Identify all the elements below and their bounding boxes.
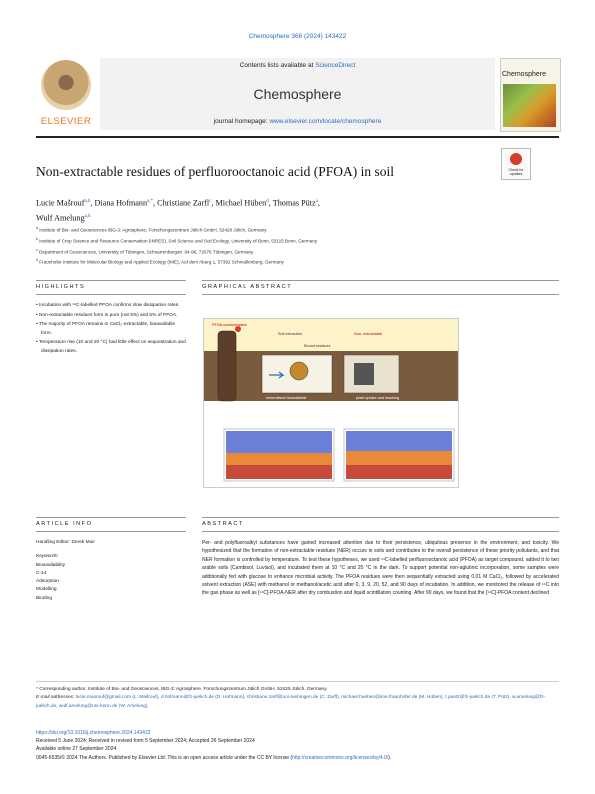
contents-prefix: Contents lists available at	[239, 62, 316, 69]
crossmark-label: Check for updates	[508, 168, 524, 176]
email-prefix: E-mail addresses:	[36, 695, 76, 701]
available-online: Available online 27 September 2024	[36, 746, 117, 753]
crossmark-icon	[510, 153, 522, 165]
ga-chart-right-band-3	[346, 465, 452, 479]
contents-line	[100, 62, 495, 69]
keyword-item[interactable]: Bioavailability	[36, 562, 66, 568]
graphical-abstract-figure[interactable]	[203, 318, 459, 488]
journal-citation[interactable]: Chemosphere 366 (2024) 143422	[248, 33, 347, 40]
graphical-abstract-rule	[202, 280, 559, 281]
article-info-rule	[36, 517, 186, 518]
corresponding-author-note: * Corresponding author. Institute of Bio- and Geosciences, IBG-3: Agrosphere, Forschungszentrum Jülich GmbH, 52425 Jülich, Germany.	[36, 687, 328, 692]
keywords-heading: Keywords:	[36, 554, 59, 560]
doi-link[interactable]: https://doi.org/10.1016/j.chemosphere.2024.143422	[36, 730, 151, 736]
cover-image	[503, 84, 556, 127]
homepage-prefix: journal homepage:	[213, 118, 270, 125]
highlights-subrule	[36, 294, 186, 295]
author-name[interactable]: Christiane Zarfl	[157, 198, 210, 208]
author-name[interactable]: Michael Hüben	[215, 198, 267, 208]
affiliation-marker: c	[36, 247, 38, 252]
keyword-item[interactable]: C-14	[36, 570, 47, 576]
license-suffix: ).	[388, 754, 392, 761]
abstract-rule	[202, 517, 559, 518]
ga-label-pfoa: PFOA contamination	[212, 323, 247, 327]
ga-chart-left-band-2	[226, 453, 332, 465]
affiliation-marker: b	[36, 236, 38, 241]
crossmark-button[interactable]	[501, 148, 531, 180]
author-affiliation-marker[interactable]: c	[209, 199, 212, 204]
article-title: Non-extractable residues of perfluorooctanoic acid (PFOA) in soil	[36, 164, 395, 179]
highlight-text: The majority of PFOA remains in CaCl₂-extractable, bioavailable form.	[38, 322, 176, 336]
highlight-text: Incubation with ¹⁴C-labelled PFOA confirms slow dissipation rates.	[39, 303, 180, 308]
author-name[interactable]: Wulf Amelung	[36, 213, 85, 223]
ga-label-plant: plant uptake and leaching	[356, 396, 400, 400]
affiliation-text: Institute of Bio- and Geosciences IBG-3: Agrosphere, Forschungszentrum Jülich GmbH, 52428 Jülich, Germany	[39, 227, 267, 233]
affiliation-item	[36, 235, 556, 246]
affiliation-text: Institute of Crop Science and Resource Conservation (INRES), Soil Science and Soil Ecology, University of Bonn, 53115 Bonn, Germany	[39, 238, 318, 244]
author-affiliation-marker[interactable]: a,b	[84, 213, 91, 219]
elsevier-tree-logo	[41, 60, 91, 110]
ga-label-bound: Bound residues	[304, 344, 331, 348]
ga-chart-left-band-1	[226, 431, 332, 453]
author-list: Lucie Mašrouf$^{a,b}$, Diana Hofmann$^{a,*}$, Christiane Zarfl$^c$, Michael Hüben$^d$, Thomas Pütz$^a$, Wulf Amelung$^{a,b}$	[36, 198, 320, 223]
handling-editor: Handling Editor: Derek Muir	[36, 540, 95, 545]
highlight-item: • The majority of PFOA remains in CaCl₂-extractable, bioavailable form.	[36, 322, 176, 336]
bound-residue-icon	[354, 363, 374, 385]
affiliation-list	[36, 224, 556, 267]
publication-info	[36, 729, 559, 762]
article-info-subrule	[36, 531, 186, 532]
graphical-abstract-subrule	[202, 294, 559, 295]
email-line	[36, 694, 559, 711]
abstract-subrule	[202, 531, 559, 532]
author-name[interactable]: Thomas Pütz	[272, 198, 316, 208]
affiliation-item	[36, 256, 556, 267]
homepage-line	[100, 118, 495, 125]
author-name[interactable]: Diana Hofmann	[94, 198, 148, 208]
affiliation-text: Fraunhofer Institute for Molecular Biology and Applied Ecology (IME), Auf dem Aberg 1, 57392 Schmallenberg, Germany	[39, 260, 284, 266]
author-affiliation-marker[interactable]: a,*	[147, 199, 154, 204]
highlights-rule	[36, 280, 186, 281]
affiliation-item	[36, 224, 556, 235]
ga-label-nonextract: Non- extractable	[354, 332, 382, 336]
ga-label-mineral: mineralised bioavailable	[266, 396, 307, 400]
license-link[interactable]: http://creativecommons.org/licenses/by/4.0/	[292, 754, 389, 761]
journal-name: Chemosphere	[253, 86, 342, 102]
sciencedirect-link[interactable]: ScienceDirect	[315, 62, 356, 69]
footnote-block	[36, 686, 559, 711]
highlights-list	[36, 302, 186, 356]
article-info-body	[36, 539, 186, 603]
affiliation-text: Department of Geosciences, University of Tübingen, Schnarrenbergstr. 94-96, 72076 Tübingen, Germany	[39, 249, 254, 255]
keyword-item[interactable]: Modelling	[36, 587, 57, 593]
highlight-text: Temperature rise (10 and 20 °C) had little effect on sequestration and dissipation rates.	[38, 340, 186, 354]
footnote-rule	[36, 681, 559, 682]
email-links[interactable]: lucie.masrouf@gmail.com (L. Mašrouf), d.hofmann@fz-juelich.de (D. Hofmann), christiane.zarfl@uni-tuebingen.de (C. Zarfl), michael.hueben@ime.fraunhofer.de (M. Hüben), t.puetz@fz-juelich.de (T. Pütz), w.amelung@fz-juelich.de, wulf.amelung@uni-bonn.de (W. Amelung).	[36, 695, 546, 709]
license-prefix: 0045-6535/© 2024 The Authors. Published by Elsevier Ltd. This is an open access article under the CC BY license (	[36, 754, 293, 761]
license-line	[36, 754, 559, 762]
author-affiliation-marker[interactable]: a,b	[84, 199, 91, 204]
ga-chart-left-band-3	[226, 465, 332, 479]
ga-chart-right-band-1	[346, 431, 452, 451]
keyword-item[interactable]: Binding	[36, 595, 53, 601]
soil-column-icon	[218, 331, 236, 401]
graphical-abstract-heading: GRAPHICAL ABSTRACT	[202, 284, 293, 290]
keyword-item[interactable]: Adsorption	[36, 579, 59, 585]
highlight-text: Non-extractable residues form in pure (not 5%) and 5% of PFOA.	[39, 312, 178, 318]
ga-chart-right-band-2	[346, 451, 452, 465]
publisher-logo-text[interactable]: ELSEVIER	[40, 116, 92, 127]
soil-particle-icon	[290, 362, 308, 380]
author-affiliation-marker[interactable]: d	[266, 199, 269, 204]
highlights-heading: HIGHLIGHTS	[36, 284, 86, 290]
highlights-section	[36, 296, 186, 357]
affiliation-item	[36, 246, 556, 257]
abstract-text: Per- and polyfluoroalkyl substances have gained increased attention due to their persistence, ubiquitous presence in the environment, and toxicity. We hypothesized that the formation of non-extractable residues (NER) occurs in soils and contributes to the overall persistence of these priority pollutants, and that NER formation is controlled by temperature. To test these hypotheses, we used ¹⁴C-labelled perfluorooctanoic acid (PFOA) as target compound, added it to two arable soils (Cambisol, Luvisol), and incubated them at 10 °C and 20 °C in the dark. To support potential non-aglutinic incorporation, some samples were additionally fed with glucose to enhance microbial activity. The PFOA residues were then sequentially extracted using 0.01 M CaCl₂, followed by accelerated solvent extraction (ASE) with methanol or methanol/acetic acid after 0, 3, 9, 20, 52, and 90 days of incubation. In addition, we monitored the release of ¹⁴C into the gas phase as well as [¹⁴C]-PFOA-NER after dry combustion and liquid scintillation counting. After 90 days, we found that the [¹⁴C]-PFOA content declined	[202, 540, 559, 597]
graphical-abstract-svg	[204, 319, 458, 487]
ga-label-extract: Soil extraction	[278, 332, 302, 336]
received-dates: Received 5 June 2024; Received in revised form 5 September 2024; Accepted 26 September 2024	[36, 738, 255, 745]
author-affiliation-marker[interactable]: a	[315, 199, 318, 204]
article-info-heading: ARTICLE INFO	[36, 521, 93, 527]
homepage-link[interactable]: www.elsevier.com/locate/chemosphere	[269, 118, 382, 125]
highlight-item: • Temperature rise (10 and 20 °C) had little effect on sequestration and dissipation rates.	[36, 340, 186, 354]
highlight-item: • Incubation with ¹⁴C-labelled PFOA confirms slow dissipation rates.	[36, 303, 180, 308]
highlight-item: • Non-extractable residues form in pure (not 5%) and 5% of PFOA.	[36, 312, 178, 318]
abstract-heading: ABSTRACT	[202, 521, 244, 527]
author-name[interactable]: Lucie Mašrouf	[36, 198, 85, 208]
affiliation-marker: d	[36, 258, 38, 263]
cover-title: Chemosphere	[502, 71, 546, 78]
header-divider	[36, 136, 559, 138]
affiliation-marker: a	[36, 226, 38, 230]
